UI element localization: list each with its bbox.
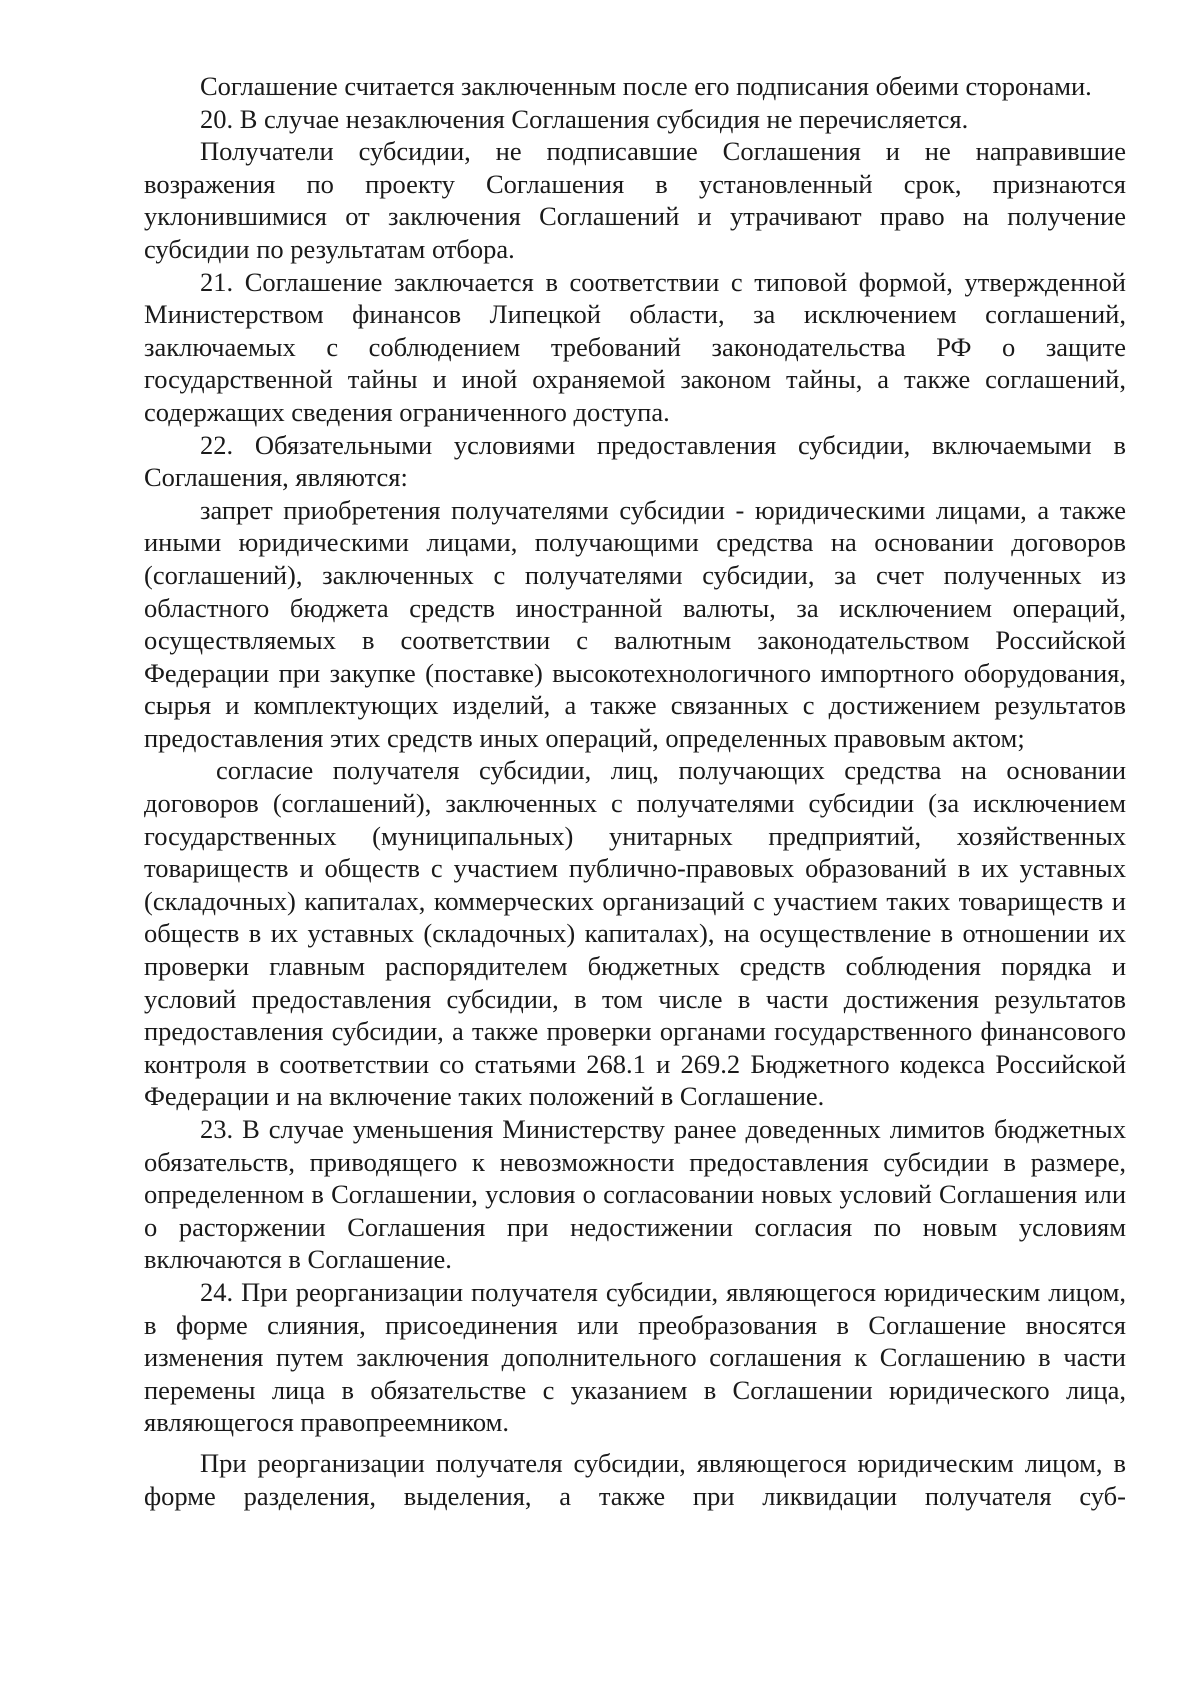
paragraph-item-22: 22. Обязательными условиями предоставления субсидии, включаемыми в Соглашения, являются: <box>144 429 1126 493</box>
paragraph-item-24: 24. При реорганизации получателя субсидии, являющегося юридическим лицом, в форме слияния, присоединения или преобразования в Соглашение вносятся изменения путем заключения дополнительного соглашения к Соглашению в части перемены лица в обязательстве с указанием в Соглашении юридического лица, являющегося правопреемником. <box>144 1276 1126 1438</box>
paragraph-item-21: 21. Соглашение заключается в соответствии с типовой формой, утвержденной Министерством финансов Липецкой области, за исключением соглашений, заключаемых с соблюдением требований законодательства РФ о защите государственной тайны и иной охраняемой законом тайны, а также соглашений, содержащих сведения ограниченного доступа. <box>144 266 1126 427</box>
paragraph-item-23: 23. В случае уменьшения Министерству ранее доведенных лимитов бюджетных обязательств, приводящего к невозможности предоставления субсидии в размере, определенном в Соглашении, условия о согласовании новых условий Соглашения или о расторжении Соглашения при недостижении согласия по новым условиям включаются в Соглашение. <box>144 1114 1126 1275</box>
paragraph-audit-consent: согласие получателя субсидии, лиц, получающих средства на основании договоров (соглашений), заключенных с получателями субсидии (за исключением государственных (муниципальных) унитарных предприятий, хозяйственных товариществ и обществ с участием публично-правовых образований в их уставных (складочных) капиталах, коммерческих организаций с участием таких товариществ и обществ в их уставных (складочных) капиталах), на осуществление в отношении их проверки главным распорядителем бюджетных средств соблюдения порядка и условий предоставления субсидии, в том числе в части достижения результатов предоставления субсидии, а также проверки органами государственного финансового контроля в соответствии со статьями 268.1 и 269.2 Бюджетного кодекса Российской Федерации и на включение таких положений в Соглашение. <box>144 755 1126 1112</box>
paragraph-item-20: 20. В случае незаключения Соглашения субсидия не перечисляется. <box>200 103 969 134</box>
paragraph-currency-prohibition: запрет приобретения получателями субсидии - юридическими лицами, а также иными юридическими лицами, получающими средства на основании договоров (соглашений), заключенных с получателями субсидии, за счет полученных из областного бюджета средств иностранной валюты, за исключением операций, осуществляемых в соответствии с валютным законодательством Российской Федерации при закупке (поставке) высокотехнологичного импортного оборудования, сырья и комплектующих изделий, а также связанных с достижением результатов предоставления этих средств иных операций, определенных правовым актом; <box>144 494 1126 753</box>
paragraph-recipients-not-signed: Получатели субсидии, не подписавшие Соглашения и не направившие возражения по проекту Соглашения в установленный срок, признаются уклонившимися от заключения Соглашений и утрачивают право на получение субсидии по результатам отбора. <box>144 136 1126 264</box>
document-body <box>144 70 1126 1512</box>
paragraph-reorganization-division: При реорганизации получателя субсидии, являющегося юридическим лицом, в форме разделения, выделения, а также при ликвидации получателя суб- <box>144 1447 1126 1511</box>
paragraph-agreement-concluded: Соглашение считается заключенным после его подписания обеими сторонами. <box>200 71 1092 101</box>
